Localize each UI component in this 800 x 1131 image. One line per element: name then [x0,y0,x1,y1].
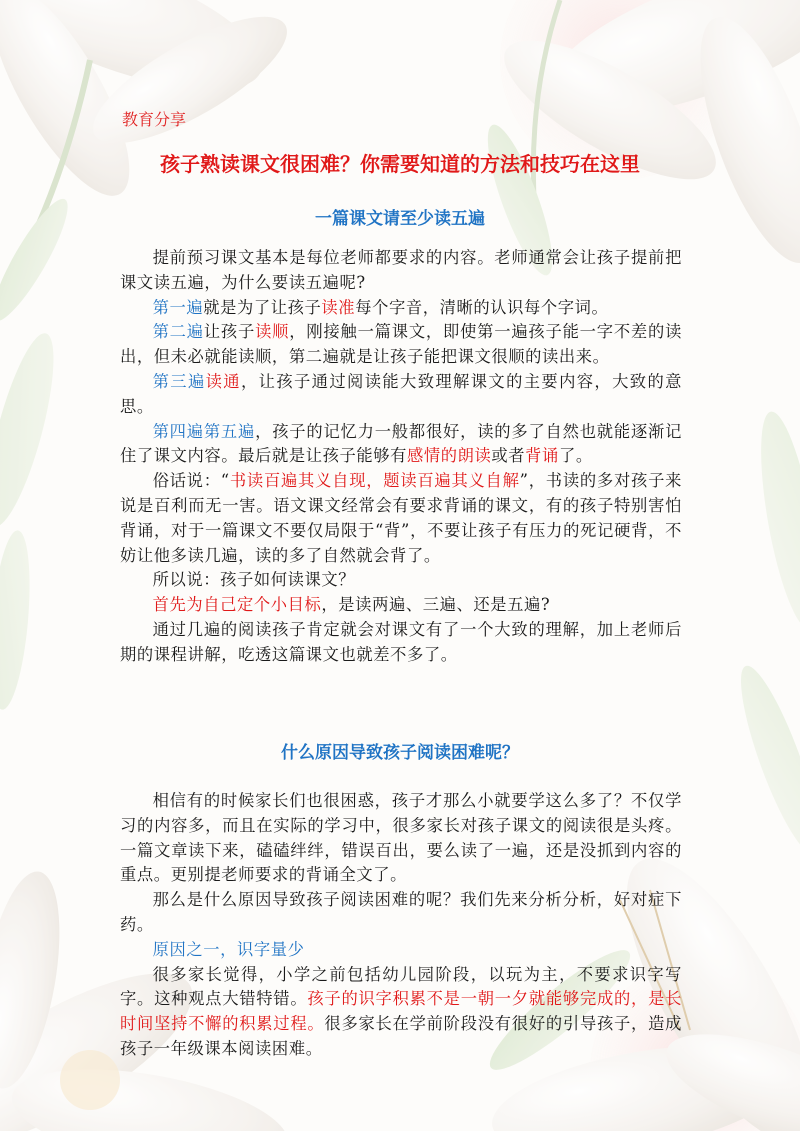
section-heading-read-five-times: 一篇课文请至少读五遍 [315,209,485,229]
paragraph [120,320,682,370]
highlight-blue: 第一遍 [152,297,204,317]
category-tag: 教育分享 [122,110,187,129]
highlight-blue: 第三遍 [152,371,206,391]
highlight-red: 书读百遍其义自现，题读百遍其义自解 [229,471,520,491]
subheading-reason-one: 原因之一，识字量少 [152,939,305,959]
paragraph [120,469,682,568]
section-heading-reading-difficulty: 什么原因导致孩子阅读困难呢？ [281,743,519,763]
text-run: ，让孩子通过阅读能大致理解课文的主要内容，大致的意思。 [120,371,683,416]
paragraph: 提前预习课文基本是每位老师都要求的内容。老师通常会让孩子提前把课文读五遍，为什么要读五遍呢? [120,248,682,292]
highlight-red: 读准 [321,297,356,317]
highlight-red: 读顺 [255,322,290,342]
text-run: 了。 [558,446,593,466]
highlight-red: 孩子的识字积累不是一朝一夕就能够完成的，是长时间坚持不懈的积累过程。 [120,989,683,1034]
paragraph: 所以说：孩子如何读课文？ [152,570,356,590]
text-run: ”，书读的多对孩子来说是百利而无一害。语文课文经常会有要求背诵的课文，有的孩子特别害怕背诵，对于一篇课文不要仅局限于“背”，不要让孩子有压力的死记硬背，不妨让他多读几遍，读的多了自然就会背了。 [120,471,682,565]
section-2-body [120,789,682,1062]
text-run: 就是为了让孩子 [203,297,322,317]
text-run: 很多家长觉得，小学之前包括幼儿园阶段，以玩为主，不要求识字写字。这种观点大错特错。 [120,964,682,1009]
section-1-body [120,246,682,668]
text-run: 让孩子 [203,322,256,342]
highlight-red: 读通 [205,371,241,391]
paragraph [120,296,682,321]
paragraph [120,420,682,470]
text-run: 俗话说：“ [152,471,230,491]
paragraph: 相信有的时候家长们也很困惑，孩子才那么小就要学这么多了？不仅学习的内容多，而且在实际的学习中，很多家长对孩子课文的阅读很是头疼。一篇文章读下来，磕磕绊绊，错误百出，要么读了一遍，还是没抓到内容的重点。更别提老师要求的背诵全文了。 [120,791,682,885]
text-run: ，孩子的记忆力一般都很好，读的多了自然也就能逐渐记住了课文内容。最后就是让孩子能够有 [120,421,682,466]
paragraph [120,963,682,1062]
paragraph: 那么是什么原因导致孩子阅读困难的呢？我们先来分析分析，好对症下药。 [120,890,682,934]
text-run: ，刚接触一篇课文，即使第一遍孩子能一字不差的读出，但未必就能读顺，第二遍就是让孩子能把课文很顺的读出来。 [120,322,682,367]
highlight-red: 感情的朗读 [406,446,492,466]
text-run: ，是读两遍、三遍、还是五遍? [321,595,551,615]
article-title: 孩子熟读课文很困难？你需要知道的方法和技巧在这里 [160,152,640,176]
highlight-blue: 第四遍第五遍 [152,421,256,441]
text-run: 或者 [491,446,526,466]
highlight-red: 背诵 [525,446,559,466]
text-run: 很多家长在学前阶段没有很好的引导孩子，造成孩子一年级课本阅读困难。 [120,1014,682,1058]
highlight-red: 首先为自己定个小目标 [152,595,322,615]
paragraph: 通过几遍的阅读孩子肯定就会对课文有了一个大致的理解，加上老师后期的课程讲解，吃透这篇课文也就差不多了。 [120,619,682,664]
paragraph [120,593,682,618]
text-run: 每个字音，清晰的认识每个字词。 [355,297,609,317]
highlight-blue: 第二遍 [152,322,204,342]
paragraph [120,370,682,420]
